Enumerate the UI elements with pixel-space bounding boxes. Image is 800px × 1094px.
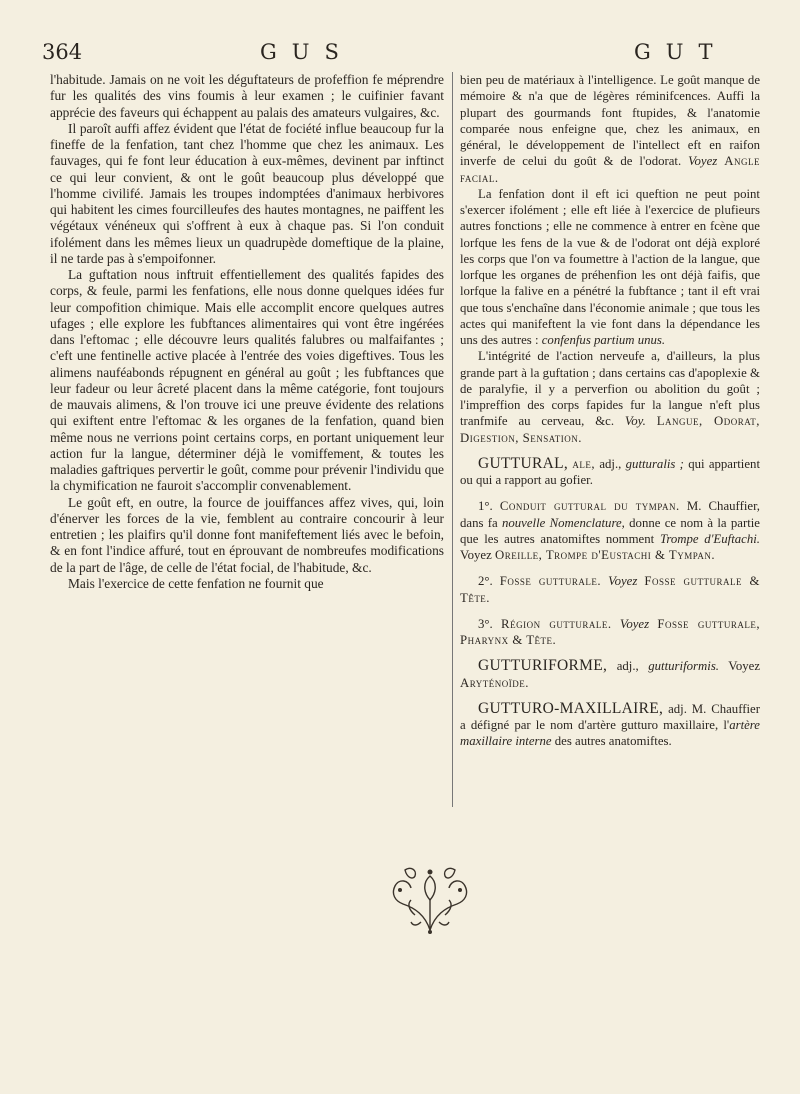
paragraph: La fenfation dont il eft ici queftion ne peut point s'exercer ifolément ; elle eft liée à l'exercice de plufieurs autres fonctions ; elle ne commence à entrer en fcène que lorfque les fens de la vue & de l'odorat ont déjà exploré les corps que l'on va foumettre à l'action de la langue, que lorfque les organes de préhenfion les ont déjà faifis, que lorfque la falive en a pénétré la fubftance ; tant il eft vrai que tous s'enchaîne dans l'économie animale ; que tous les actes qui manifeftent la vie font dans la dépendance les uns des autres : confenfus partium unus. bbox=[460, 186, 760, 347]
dictionary-entry-guttural: GUTTURAL, ale, adj., gutturalis ; qui appartient ou qui a rapport au gofier. bbox=[460, 454, 760, 487]
paragraph: La guftation nous inftruit effentiellement des qualités fapides des corps, & feule, parmi les fenfations, elle nous donne quelques idées fur leur compofition chimique. Mais elle accomplit encore quelques autres ufages ; elle explore les fubftances alimentaires qui vont être ingérées dans l'eftomac ; elle découvre leurs qualités falubres ou malfaifantes ; c'eft une fentinelle active placée à l'entrée des voies digeftives. Tous les alimens nauféabonds répugnent en général au goût ; les fubftances que leur fadeur ou leur âcreté placent dans la même catégorie, font toujours de mauvais alimens, & l'on trouve ici une preuve évidente des relations qui exiftent entre l'eftomac & les organes de la fenfation, quand bien même nous ne verrions point certains corps, en portant uniquement leur action fur la langue, déterminer déjà le vomiffement, & toutes les maladies gaftriques pervertir le goût, comme pour prévenir l'individu que la chymification ne fauroit s'accomplir convenablement. bbox=[50, 267, 444, 494]
right-column bbox=[460, 72, 760, 750]
cross-reference: Oreille, Trompe d'Eustachi & Tympan. bbox=[494, 548, 716, 562]
paragraph: Il paroît auffi affez évident que l'état de fociété influe beaucoup fur la fineffe de la fenfation, tant chez l'homme que chez les animaux. Les fauvages, qui fe font leur éducation à eux-mêmes, devinent par inftinct ce qui leur convient, & ont le goût beaucoup plus développé que l'homme civilifé. Jamais les troupes indomptées d'animaux herbivores qui habitent les cimes fourcilleufes des hautes montagnes, ne paiffent les végétaux vénéneux qui s'offrent à eux à chaque pas. Si l'on conduit ifolément dans les mêmes lieux un quadrupède domeftique de la plaine, il ne tarde pas à s'empoifonner. bbox=[50, 120, 444, 266]
paragraph: l'habitude. Jamais on ne voit les déguftateurs de profeffion fe méprendre fur les qualités des vins foumis à leur examen ; le cuifinier favant apprécie des faveurs qui échappent au palais des amateurs vulgaires, &c. bbox=[50, 72, 444, 120]
cross-reference: Fosse gutturale, Pharynx & Tête. bbox=[460, 616, 761, 647]
dictionary-entry-gutturiforme: GUTTURIFORME, adj., gutturiformis. Voyez Aryténoïde. bbox=[460, 657, 761, 690]
header-right-title: GUT bbox=[634, 40, 728, 64]
column-divider bbox=[452, 72, 453, 807]
sub-entry: 1°. Conduit guttural du tympan. M. Chauffier, dans fa nouvelle Nomenclature, donne ce nom à la partie que les autres anatomiftes nomment Trompe d'Euftachi. Voyez Oreille, Trompe d'Eustachi & Tympan. bbox=[460, 499, 761, 562]
cross-reference: Fosse gutturale & Tête. bbox=[460, 574, 761, 605]
header-left-title: GUS bbox=[260, 40, 354, 64]
cross-reference: Angle facial. bbox=[460, 154, 760, 185]
cross-reference: Aryténoïde. bbox=[460, 675, 529, 690]
paragraph: Le goût eft, en outre, la fource de jouiffances affez vives, qui, loin d'énerver les forces de la vie, femblent au contraire concourir à leur entretien ; les plaifirs qu'il donne font manifeftement liés avec le befoin, & en font l'indice affuré, tout en éprouvant de nombreufes modifications de la part de l'âge, de celle de l'état focial, de l'habitude, &c. bbox=[50, 494, 444, 575]
floral-ornament-icon bbox=[385, 860, 475, 935]
paragraph: Mais l'exercice de cette fenfation ne fournit que bbox=[68, 575, 324, 591]
running-header bbox=[42, 40, 754, 70]
left-column bbox=[50, 72, 444, 592]
cross-reference: Langue, Odorat, Digestion, Sensation. bbox=[460, 414, 760, 445]
paragraph: bien peu de matériaux à l'intelligence. Le goût manque de mémoire & n'a que de légères réminifcences. Auffi la plupart des gourmands font ftupides, & l'anatomie comparée nous enfeigne que, chez les animaux, en général, le développement de l'intellect eft en raifon inverfe de celui du goût & de l'odorat. Voyez Angle facial. bbox=[460, 73, 760, 185]
dictionary-entry-gutturo-maxillaire: GUTTURO-MAXILLAIRE, adj. M. Chauffier a défigné par le nom d'artère gutturo maxillaire, l'artère maxillaire interne des autres anatomiftes. bbox=[460, 699, 760, 749]
sub-entry: 2°. Fosse gutturale. Voyez Fosse gutturale & Tête. bbox=[460, 574, 761, 605]
paragraph: L'intégrité de l'action nerveufe a, d'ailleurs, la plus grande part à la guftation ; dans certains cas d'apoplexie & de paralyfie, il y a perverfion ou abolition du goût ; l'impreffion des corps fapides fur la langue n'eft plus tranfmife au cerveau, &c. Voy. Langue, Odorat, Digestion, Sensation. bbox=[460, 349, 760, 445]
sub-entry: 3°. Région gutturale. Voyez Fosse gutturale, Pharynx & Tête. bbox=[460, 616, 761, 647]
page-number: 364 bbox=[42, 40, 83, 64]
